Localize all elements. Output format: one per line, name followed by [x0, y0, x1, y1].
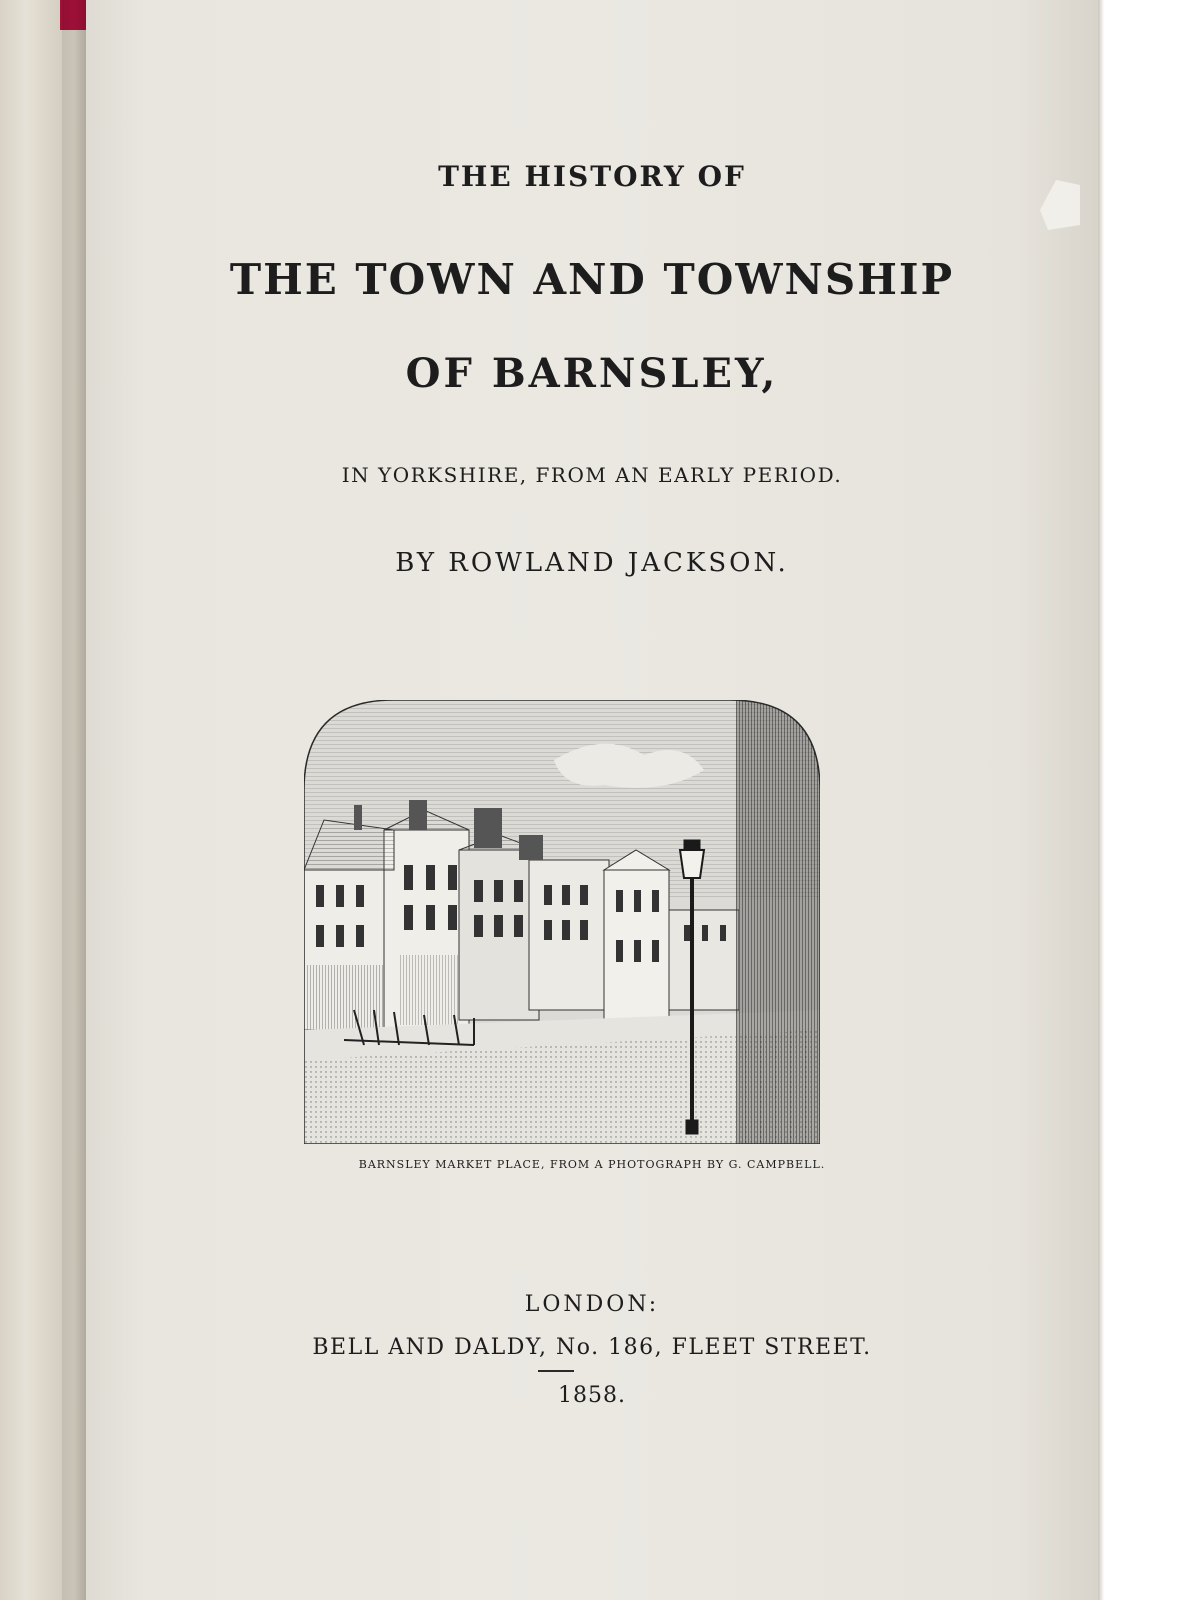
- publisher-city: LONDON:: [524, 1292, 660, 1317]
- publication-year: 1858.: [558, 1383, 626, 1408]
- divider-rule: [538, 1370, 574, 1372]
- illustration-caption: BARNSLEY MARKET PLACE, FROM A PHOTOGRAPH BY G. CAMPBELL.: [358, 1158, 826, 1171]
- author-line: BY ROWLAND JACKSON.: [395, 548, 789, 578]
- subtitle-yorkshire: IN YORKSHIRE, FROM AN EARLY PERIOD.: [341, 463, 843, 487]
- title-line-town-and-township: THE TOWN AND TOWNSHIP: [229, 255, 955, 304]
- market-place-engraving: [304, 700, 820, 1144]
- title-line-history-of: THE HISTORY OF: [438, 160, 746, 193]
- title-line-of-barnsley: OF BARNSLEY,: [405, 350, 779, 397]
- publisher-address: BELL AND DALDY, No. 186, FLEET STREET.: [312, 1335, 872, 1360]
- gutter-shadow: [62, 0, 86, 1600]
- page-edge: [1098, 0, 1104, 1600]
